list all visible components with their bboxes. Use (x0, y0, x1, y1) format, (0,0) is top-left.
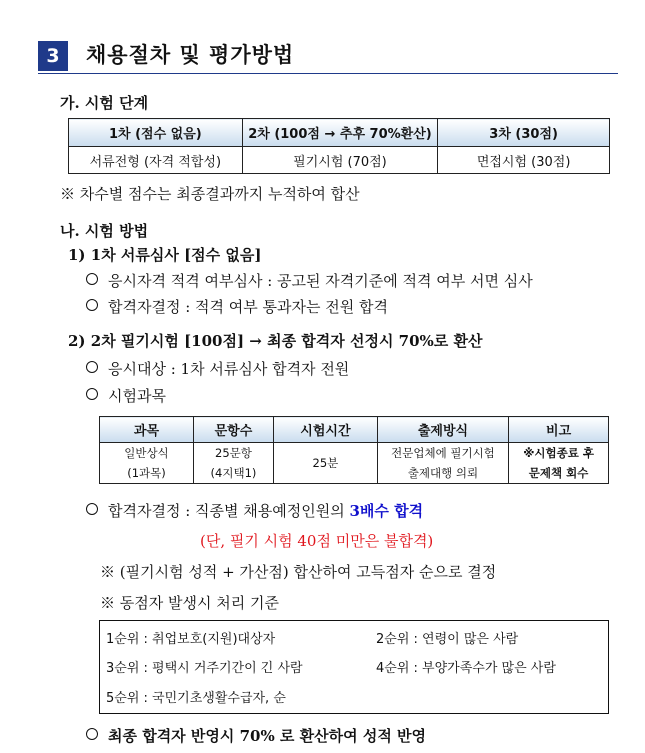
section-number-badge: 3 (38, 41, 68, 71)
table-header-row (100, 417, 609, 443)
cell-line: 일반상식 (124, 446, 169, 460)
exam-stages-table (68, 118, 610, 174)
step1-title: 1) 1차 서류심사 [점수 없음] (68, 246, 262, 264)
step2-title: 2) 2차 필기시험 [100점] → 최종 합격자 선정시 70%로 환산 (68, 332, 483, 350)
circle-bullet-icon (86, 299, 98, 311)
cell-line: 25문항 (215, 446, 252, 460)
table-cell: 서류전형 (자격 적합성) (69, 147, 243, 174)
list-item (86, 358, 349, 379)
cell-line: 문제책 회수 (528, 466, 589, 480)
table-cell (193, 443, 273, 484)
cell-line: (1과목) (127, 466, 166, 480)
circle-bullet-icon (86, 273, 98, 285)
table-header-cell: 과목 (100, 417, 194, 443)
table-header-cell: 비고 (509, 417, 609, 443)
circle-bullet-icon (86, 388, 98, 400)
tie-break-rules-box (99, 620, 609, 714)
list-item-text: 응시대상 : 1차 서류심사 합격자 전원 (108, 360, 350, 378)
table-header-cell: 시험시간 (274, 417, 378, 443)
cell-line: (4지택1) (210, 466, 257, 480)
list-item-text: 합격자결정 : 적격 여부 통과자는 전원 합격 (108, 298, 388, 316)
list-item-text: 합격자결정 : 직종별 채용예정인원의 (108, 502, 350, 520)
section-title: 채용절차 및 평가방법 (86, 43, 295, 67)
table-header-row (69, 119, 610, 147)
circle-bullet-icon (86, 503, 98, 515)
table-header-cell: 3차 (30점) (438, 119, 610, 147)
list-item (86, 296, 388, 317)
table-cell (509, 443, 609, 484)
table-header-cell: 문항수 (193, 417, 273, 443)
heading-exam-methods: 나. 시험 방법 (60, 222, 149, 240)
cell-line: 전문업체에 필기시험 (391, 446, 495, 460)
tie-rule: 5순위 : 국민기초생활수급자, 순 (106, 691, 286, 706)
table-row (69, 147, 610, 174)
table-cell: 필기시험 (70점) (242, 147, 438, 174)
failing-threshold-note: (단, 필기 시험 40점 미만은 불합격) (200, 532, 434, 550)
tie-break-note: ※ 동점자 발생시 처리 기준 (100, 594, 279, 612)
section-divider (38, 73, 618, 74)
table-cell: 면접시험 (30점) (438, 147, 610, 174)
table-cell (377, 443, 508, 484)
table-header-cell: 출제방식 (377, 417, 508, 443)
list-item-text: 시험과목 (108, 387, 166, 405)
exam-subjects-table (99, 416, 609, 484)
table-row (100, 443, 609, 484)
highlight-text: 3배수 합격 (349, 502, 424, 520)
circle-bullet-icon (86, 728, 98, 740)
cumulative-score-note: ※ 차수별 점수는 최종결과까지 누적하여 합산 (60, 185, 360, 203)
table-header-cell: 2차 (100점 → 추후 70%환산) (242, 119, 438, 147)
tie-rule: 4순위 : 부양가족수가 많은 사람 (376, 661, 556, 676)
cell-line: 출제대행 의뢰 (407, 466, 479, 480)
list-item-text: 응시자격 적격 여부심사 : 공고된 자격기준에 적격 여부 서면 심사 (108, 272, 533, 290)
list-item (86, 385, 166, 406)
tie-rule: 1순위 : 취업보호(지원)대상자 (106, 632, 276, 647)
table-cell (100, 443, 194, 484)
heading-exam-stages: 가. 시험 단계 (60, 94, 149, 112)
tie-rule: 3순위 : 평택시 거주기간이 긴 사람 (106, 661, 303, 676)
circle-bullet-icon (86, 361, 98, 373)
list-item (86, 725, 426, 746)
cell-line: ※시험종료 후 (523, 446, 594, 460)
list-item (86, 270, 533, 291)
list-item (86, 500, 423, 521)
list-item-text: 최종 합격자 반영시 70% 로 환산하여 성적 반영 (108, 727, 427, 745)
tie-rule: 2순위 : 연령이 많은 사람 (376, 632, 519, 647)
table-cell: 25분 (274, 443, 378, 484)
ranking-note: ※ (필기시험 성적 + 가산점) 합산하여 고득점자 순으로 결정 (100, 563, 497, 581)
table-header-cell: 1차 (점수 없음) (69, 119, 243, 147)
